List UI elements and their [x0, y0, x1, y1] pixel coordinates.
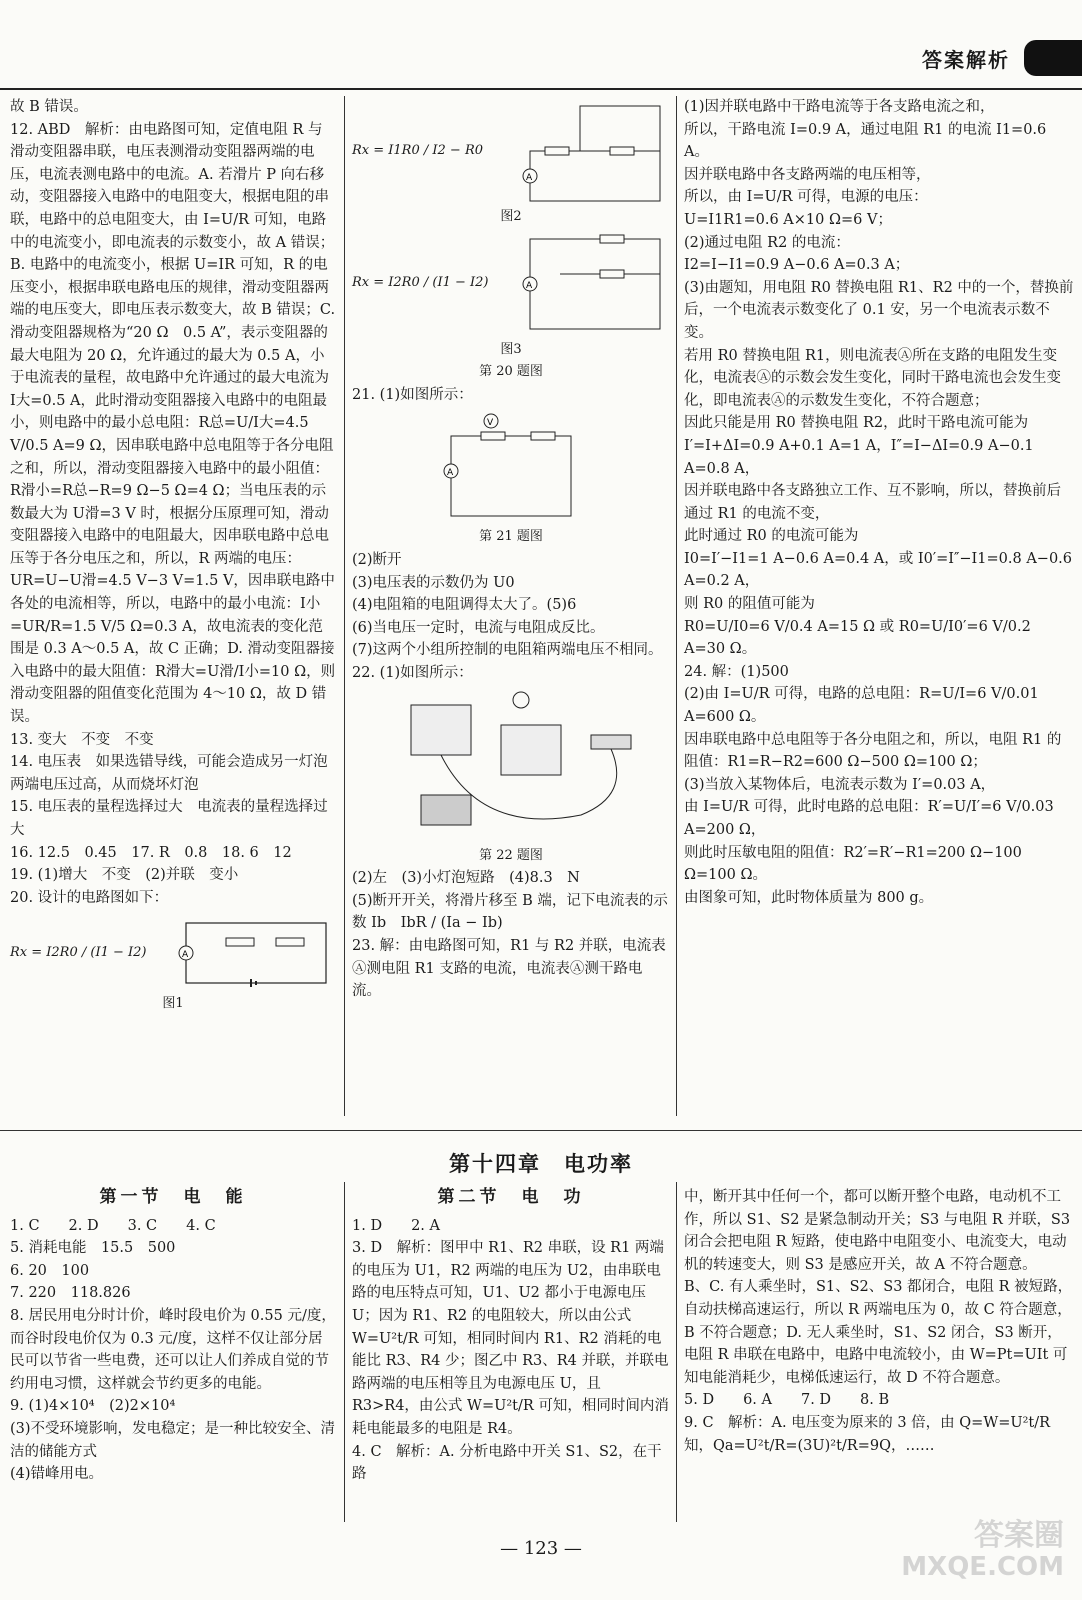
text-line: 1. D 2. A	[352, 1217, 440, 1234]
circuit-diagram-3	[520, 229, 670, 339]
figure-2-formula: Rx = I1R0 / I2 − R0	[352, 142, 484, 158]
text-line: 所以，干路电流 I=0.9 A，通过电阻 R1 的电流 I1=0.6 A。	[684, 121, 1047, 161]
text-line: B、C. 有人乘坐时，S1、S2、S3 都闭合，电阻 R 被短路，自动扶梯高速运行，所以 R 两端电压为 0，故 C 符合题意，B 不符合题意；D. 无人乘坐时，S1、S2 闭合，S3 断开，电阻 R 串联在电路中，电路中电流较小，由 W=Pt=UIt 可知电能消耗少，电梯低速运行，故 D 不符合题意。	[684, 1279, 1073, 1386]
svg-text:A: A	[182, 950, 189, 961]
text-line: 则 R0 的阻值可能为	[684, 596, 815, 613]
watermark-url: MXQE.COM	[901, 1552, 1064, 1582]
column-divider-3	[344, 1182, 345, 1522]
text-line: 6. 20 100	[10, 1262, 90, 1279]
header-title: 答案解析	[922, 48, 1010, 72]
text-line: 则此时压敏电阻的阻值：R2′=R′−R1=200 Ω−100 Ω=100 Ω。	[684, 844, 1022, 884]
answer-21: 21. (1)如图所示：	[352, 386, 473, 403]
answer-19: 19. (1)增大 不变 (2)并联 变小	[10, 867, 239, 884]
text-line: 故 B 错误。	[10, 99, 88, 115]
text-line: (2)由 I=U/R 可得，电路的总电阻：R=U/I=6 V/0.01 A=600 Ω。	[684, 686, 1039, 726]
text-line: R0=U/I0=6 V/0.4 A=15 Ω 或 R0=U/I0′=6 V/0.2 A=30 Ω。	[684, 618, 1031, 658]
text-line: 1. C 2. D 3. C 4. C	[10, 1217, 216, 1234]
text-line: 5. 消耗电能 15.5 500	[10, 1240, 176, 1257]
text-line: 4. C 解析：A. 分析电路中开关 S1、S2，在干路	[352, 1443, 662, 1483]
answer-22-2: (2)左 (3)小灯泡短路 (4)8.3 N	[352, 870, 580, 887]
text-line: 因并联电路中各支路两端的电压相等，	[684, 166, 931, 183]
figure-22	[352, 685, 670, 845]
answer-21-7: (7)这两个小组所控制的电阻箱两端电压不相同。	[352, 642, 663, 659]
figure-1-formula: Rx = I2R0 / (I1 − I2)	[10, 945, 147, 961]
text-line: (1)因并联电路中干路电流等于各支路电流之和，	[684, 99, 995, 115]
answer-21-3: (3)电压表的示数仍为 U0	[352, 574, 515, 591]
chapter-title: 第十四章 电功率	[449, 1152, 633, 1176]
figure-21	[352, 406, 670, 526]
answer-22: 22. (1)如图所示：	[352, 664, 473, 681]
chapter-rule	[0, 1130, 1082, 1131]
text-line: 因并联电路中各支路独立工作、互不影响，所以，替换前后通过 R1 的电流不变，	[684, 483, 1061, 522]
svg-text:A: A	[526, 280, 533, 291]
figure-21-caption: 第 21 题图	[479, 529, 543, 545]
section-3	[684, 1186, 1074, 1457]
answer-24: 24. 解：(1)500	[684, 663, 789, 680]
text-line: 9. (1)4×10⁴ (2)2×10⁴	[10, 1398, 176, 1415]
section-2	[352, 1186, 670, 1486]
text-line: (3)不受环境影响，发电稳定；是一种比较安全、清洁的储能方式	[10, 1420, 336, 1460]
text-line: I′=I+ΔI=0.9 A+0.1 A=1 A，I″=I−ΔI=0.9 A−0.1 A=0.8 A，	[684, 437, 1034, 477]
text-line: 因串联电路中总电阻等于各分电阻之和，所以，电阻 R1 的阻值：R1=R−R2=600 Ω−500 Ω=100 Ω；	[684, 731, 1062, 771]
text-line: I2=I−I1=0.9 A−0.6 A=0.3 A；	[684, 257, 910, 274]
svg-text:A: A	[526, 173, 533, 183]
answer-21-2: (2)断开	[352, 551, 402, 568]
answer-21-4: (4)电阻箱的电阻调得太大了。(5)6	[352, 597, 577, 614]
text-line: 由图象可知，此时物体质量为 800 g。	[684, 889, 934, 906]
text-line: 若用 R0 替换电阻 R1，则电流表Ⓐ所在支路的电阻发生变化，电流表Ⓐ的示数会发生变化，同时干路电流也会发生变化，即电流表Ⓐ的示数发生变化，不符合题意；	[684, 347, 1061, 409]
circuit-diagram-2	[520, 96, 670, 206]
text-line: (3)由题知，用电阻 R0 替换电阻 R1、R2 中的一个，替换前后，一个电流表示数变化了 0.1 安，另一个电流表示数不变。	[684, 279, 1074, 341]
text-line: (4)错峰用电。	[10, 1466, 104, 1483]
figure-1-caption: 图1	[162, 996, 184, 1012]
figure-3	[352, 229, 670, 339]
answer-21-6: (6)当电压一定时，电流与电阻成反比。	[352, 619, 605, 636]
text-line: U=I1R1=0.6 A×10 Ω=6 V；	[684, 211, 892, 228]
section-2-title: 第二节 电 功	[437, 1187, 585, 1207]
answer-22-5: (5)断开开关，将滑片移至 B 端，记下电流表的示数 Ib IbR / (Ia − Ib)	[352, 892, 668, 932]
figure-2-caption: 图2	[500, 209, 522, 224]
text-line: (3)当放入某物体后，电流表示数为 I′=0.03 A，	[684, 776, 996, 793]
text-line: (2)通过电阻 R2 的电流：	[684, 234, 850, 251]
text-line: 5. D 6. A 7. D 8. B	[684, 1392, 890, 1409]
apparatus-diagram-22	[381, 685, 641, 845]
figure-2	[352, 96, 670, 206]
column-divider-2	[676, 96, 677, 1116]
text-line: 7. 220 118.826	[10, 1285, 131, 1302]
text-line: 由 I=U/R 可得，此时电路的总电阻：R′=U/I′=6 V/0.03 A=200 Ω，	[684, 799, 1054, 838]
text-line: 3. D 解析：图甲中 R1、R2 串联，设 R1 两端的电压为 U1，R2 两端的电压为 U2，由串联电路的电压特点可知，U1、U2 都小于电源电压 U；因为 R1、R2 的电阻较大，所以由公式 W=U²t/R 可知，相同时间内 R1、R2 消耗的电能比 R3、R4 少；图乙中 R3、R4 并联，并联电路两端的电压相等且为电源电压 U，且 R3>R4，由公式 W=U²t/R 可知，相同时间内消耗电能最多的电阻是 R4。	[352, 1240, 669, 1437]
text-line: I0=I′−I1=1 A−0.6 A=0.4 A，或 I0′=I″−I1=0.8 A−0.6 A=0.2 A，	[684, 550, 1073, 590]
text-line: 8. 居民用电分时计价，峰时段电价为 0.55 元/度，而谷时段电价仅为 0.3 元/度，这样不仅让部分居民可以节省一些电费，还可以让人们养成自觉的节约用电习惯，这样就会节约更多的电能。	[10, 1307, 336, 1392]
column-divider-1	[344, 96, 345, 1116]
section-1	[10, 1186, 336, 1486]
text-line: 此时通过 R0 的电流可能为	[684, 528, 859, 545]
column-1	[10, 96, 336, 1016]
text-line: 9. C 解析：A. 电压变为原来的 3 倍，由 Q=W=U²t/R 知，Qa=U²t/R=(3U)²t/R=9Q，……	[684, 1414, 1051, 1454]
page-number: — 123 —	[500, 1538, 582, 1559]
answer-23: 23. 解：由电路图可知，R1 与 R2 并联，电流表Ⓐ测电阻 R1 支路的电流，电流表Ⓐ测干路电流。	[352, 937, 666, 1000]
header-tab	[1024, 40, 1082, 76]
answer-12: 12. ABD 解析：由电路图可知，定值电阻 R 与滑动变阻器串联，电压表测滑动变阻器两端的电压，电流表测电路中的电流。A. 若滑片 P 向右移动，变阻器接入电路中的电阻变大，根据电阻的串联，电路中的总电阻变大，由 I=U/R 可知，电路中的电流变小，即电流表的示数变小，故 A 错误；B. 电路中的电流变小，根据 U=IR 可知，R 的电压变小，根据串联电路电压的规律，滑动变阻器两端的电压变大，即电压表示数变大，故 B 错误；C. 滑动变阻器规格为“20 Ω 0.5 A”，表示变阻器的最大电阻为 20 Ω，允许通过的最大为 0.5 A，小于电流表的量程，故电路中允许通过的最大电流为 I大=0.5 A，此时滑动变阻器接入电路中的电阻最小，则电路中的最小总电阻：R总=U/I大=4.5 V/0.5 A=9 Ω，因串联电路中总电阻等于各分电阻之和，所以，滑动变阻器接入电路中的最小阻值：R滑小=R总−R=9 Ω−5 Ω=4 Ω；当电压表的示数最大为 U滑=3 V 时，根据分压原理可知，滑动变阻器接入电路中的电阻最大，因串联电路中总电压等于各分电压之和，所以，R 两端的电压：UR=U−U滑=4.5 V−3 V=1.5 V，因串联电路中各处的电流相等，所以，电路中的最小电流：I小=UR/R=1.5 V/5 Ω=0.3 A，故电流表的变化范围是 0.3 A～0.5 A，故 C 正确；D. 滑动变阻器接入电路中的最大阻值：R滑大=U滑/I小=10 Ω，则滑动变阻器的阻值变化范围为 4～10 Ω，故 D 错误。	[10, 121, 336, 726]
svg-text:A: A	[447, 468, 454, 479]
figure-1	[10, 913, 336, 993]
figure-3-caption: 图3	[500, 341, 522, 357]
figure-20-caption: 第 20 题图	[479, 364, 543, 380]
answer-14: 14. 电压表 如果选错导线，可能会造成另一灯泡两端电压过高，从而烧坏灯泡	[10, 754, 328, 793]
column-3	[684, 96, 1074, 909]
text-line: 中，断开其中任何一个，都可以断开整个电路，电动机不工作，所以 S1、S2 是紧急制动开关；S3 与电阻 R 并联，S3 闭合会把电阻 R 短路，使电路中电阻变小、电流变大，电动机的转速变大，则 S3 是感应开关，故 A 不符合题意。	[684, 1189, 1071, 1273]
answer-15: 15. 电压表的量程选择过大 电流表的量程选择过大	[10, 799, 328, 838]
header-rule	[0, 88, 1082, 90]
figure-22-caption: 第 22 题图	[479, 847, 543, 863]
answer-20: 20. 设计的电路图如下：	[10, 889, 169, 906]
text-line: 所以，由 I=U/R 可得，电源的电压：	[684, 189, 928, 206]
answer-16-18: 16. 12.5 0.45 17. R 0.8 18. 6 12	[10, 844, 292, 861]
watermark-logo: 答案圈	[974, 1518, 1064, 1553]
column-2	[352, 96, 670, 1003]
circuit-diagram-21	[441, 406, 581, 526]
column-divider-4	[676, 1182, 677, 1522]
circuit-diagram-1	[176, 913, 336, 993]
figure-3-formula: Rx = I2R0 / (I1 − I2)	[352, 275, 489, 291]
svg-text:V: V	[487, 418, 494, 429]
section-1-title: 第一节 电 能	[99, 1187, 247, 1207]
text-line: 因此只能是用 R0 替换电阻 R2，此时干路电流可能为	[684, 415, 1029, 432]
answer-13: 13. 变大 不变 不变	[10, 731, 154, 748]
